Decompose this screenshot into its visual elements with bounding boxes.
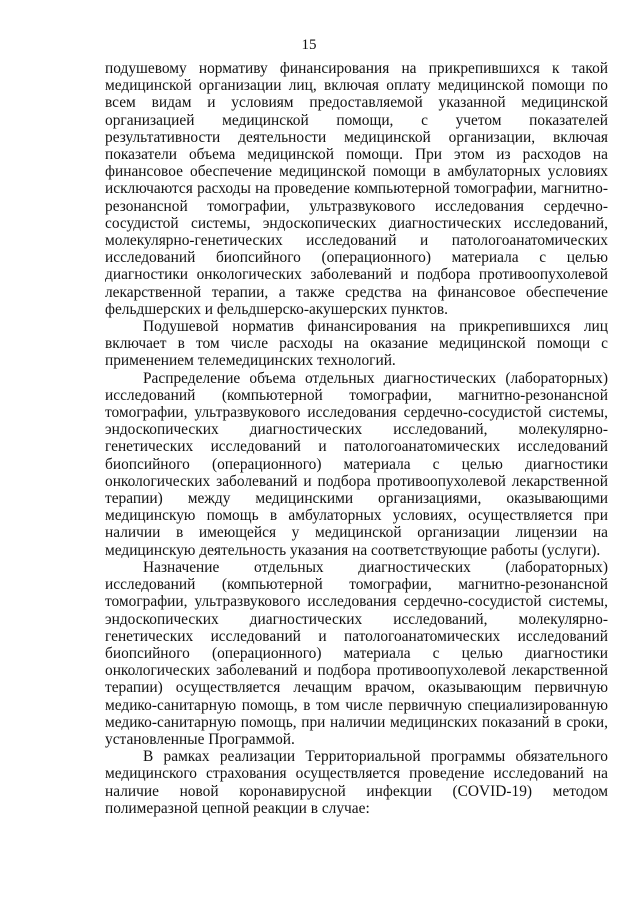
document-body [105, 60, 608, 817]
paragraph-distribution-of-diagnostics: Распределение объема отдельных диагностических (лабораторных) исследований (компьютерной томографии, магнитно-резонансной томографии, ультразвукового исследования сердечно-сосудистой системы, эндоскопических диагностических исследований, молекулярно-генетических исследований и патологоанатомических исследований биопсийного (операционного) материала с целью диагностики онкологических заболеваний и подбора противоопухолевой лекарственной терапии) между медицинскими организациями, оказывающими медицинскую помощь в амбулаторных условиях, осуществляется при наличии в имеющейся у медицинской организации лицензии на медицинскую деятельность указания на соответствующие работы (услуги). [105, 369, 608, 559]
paragraph-covid-pcr-testing: В рамках реализации Территориальной программы обязательного медицинского страхования осуществляется проведение исследований на наличие новой коронавирусной инфекции (COVID-19) методом полимеразной цепной реакции в случае: [105, 748, 608, 817]
page-number: 15 [301, 37, 317, 53]
paragraph-continuation: подушевому нормативу финансирования на прикрепившихся к такой медицинской организации лиц, включая оплату медицинской помощи по всем видам и условиям предоставляемой указанной медицинской организацией медицинской помощи, с учетом показателей результативности деятельности медицинской организации, включая показатели объема медицинской помощи. При этом из расходов на финансовое обеспечение медицинской помощи в амбулаторных условиях исключаются расходы на проведение компьютерной томографии, магнитно-резонансной томографии, ультразвукового исследования сердечно-сосудистой системы, эндоскопических диагностических исследований, молекулярно-генетических исследований и патологоанатомических исследований биопсийного (операционного) материала с целью диагностики онкологических заболеваний и подбора противоопухолевой лекарственной терапии, а также средства на финансовое обеспечение фельдшерских и фельдшерско-акушерских пунктов. [105, 60, 608, 318]
paragraph-per-capita-norm: Подушевой норматив финансирования на прикрепившихся лиц включает в том числе расходы на оказание медицинской помощи с применением телемедицинских технологий. [105, 318, 608, 370]
paragraph-prescription-of-diagnostics: Назначение отдельных диагностических (лабораторных) исследований (компьютерной томографии, магнитно-резонансной томографии, ультразвукового исследования сердечно-сосудистой системы, эндоскопических диагностических исследований, молекулярно-генетических исследований и патологоанатомических исследований биопсийного (операционного) материала с целью диагностики онкологических заболеваний и подбора противоопухолевой лекарственной терапии) осуществляется лечащим врачом, оказывающим первичную медико-санитарную помощь, в том числе первичную специализированную медико-санитарную помощь, при наличии медицинских показаний в сроки, установленные Программой. [105, 558, 608, 748]
